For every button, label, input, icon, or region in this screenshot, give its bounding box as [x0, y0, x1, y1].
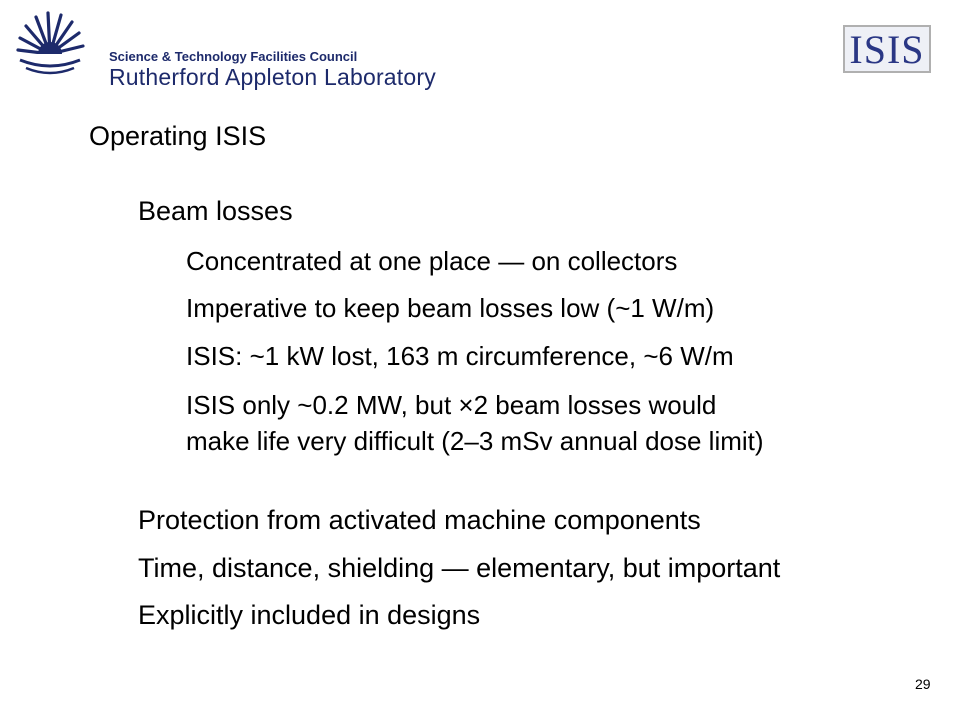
slide-title: Operating ISIS — [89, 121, 267, 151]
page-number: 29 — [915, 676, 931, 692]
bullet-item: ISIS only ~0.2 MW, but ×2 beam losses would — [186, 390, 717, 420]
bullet-item: Explicitly included in designs — [138, 600, 481, 630]
bullet-item: Concentrated at one place — on collectors — [186, 246, 678, 276]
isis-logo: ISIS — [843, 25, 931, 73]
section-heading-beam-losses: Beam losses — [138, 196, 293, 226]
bullet-item: Protection from activated machine components — [138, 505, 701, 535]
bullet-item: Imperative to keep beam losses low (~1 W/m) — [186, 293, 715, 323]
org-name-line2: Rutherford Appleton Laboratory — [109, 64, 436, 90]
stfc-logo — [14, 10, 436, 90]
org-name-line1: Science & Technology Facilities Council — [109, 49, 358, 64]
bullet-item: Time, distance, shielding — elementary, but important — [138, 553, 781, 583]
bullet-item-continuation: make life very difficult (2–3 mSv annual dose limit) — [186, 426, 764, 456]
bullet-item: ISIS: ~1 kW lost, 163 m circumference, ~6 W/m — [186, 341, 734, 371]
sunburst-logo-icon — [14, 10, 86, 82]
